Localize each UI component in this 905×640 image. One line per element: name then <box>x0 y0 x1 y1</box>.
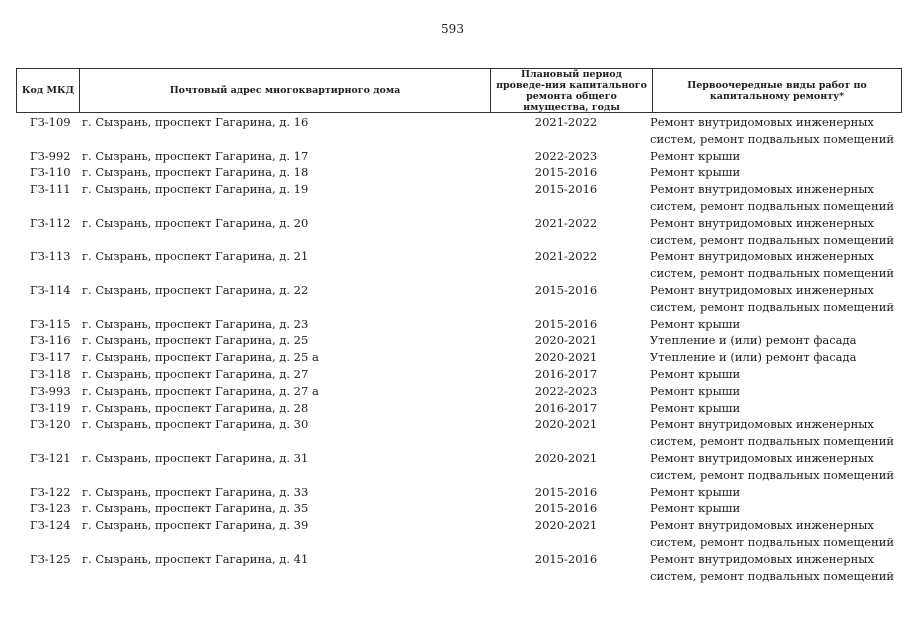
mkd-code: ГЗ-110 <box>30 165 71 180</box>
repair-period: 2022-2023 <box>534 383 598 398</box>
header-period: Плановый период проведе-ния капитального ремонта общего имущества, годы <box>491 69 653 112</box>
table-row <box>16 500 902 517</box>
mkd-code: ГЗ-116 <box>30 333 71 348</box>
repair-works: Ремонт внутридомовых инженерных систем, ремонт подвальных помещений <box>650 551 895 583</box>
mkd-code: ГЗ-117 <box>30 350 71 365</box>
repair-period: 2020-2021 <box>534 417 598 432</box>
mkd-code: ГЗ-125 <box>30 551 71 566</box>
table-row <box>16 181 902 215</box>
repair-works: Ремонт внутридомовых инженерных систем, ремонт подвальных помещений <box>650 215 895 247</box>
postal-address: г. Сызрань, проспект Гагарина, д. 27 <box>82 366 309 381</box>
postal-address: г. Сызрань, проспект Гагарина, д. 41 <box>82 551 309 566</box>
repair-works: Ремонт крыши <box>650 148 741 163</box>
postal-address: г. Сызрань, проспект Гагарина, д. 16 <box>82 115 309 129</box>
repair-works: Утепление и (или) ремонт фасада <box>650 350 857 365</box>
table-row <box>16 332 902 349</box>
mkd-code: ГЗ-123 <box>30 501 71 516</box>
postal-address: г. Сызрань, проспект Гагарина, д. 28 <box>82 400 309 415</box>
table-row <box>16 349 902 366</box>
table-row <box>16 450 902 484</box>
mkd-code: ГЗ-112 <box>30 215 71 230</box>
repair-period: 2021-2022 <box>534 215 598 230</box>
page-number: 593 <box>441 22 464 36</box>
postal-address: г. Сызрань, проспект Гагарина, д. 27 а <box>82 383 319 398</box>
table-row <box>16 148 902 165</box>
repair-works: Ремонт внутридомовых инженерных систем, ремонт подвальных помещений <box>650 115 895 146</box>
repair-works: Ремонт крыши <box>650 484 741 499</box>
repair-period: 2015-2016 <box>534 316 598 331</box>
repair-works: Ремонт крыши <box>650 316 741 331</box>
repair-period: 2015-2016 <box>534 484 598 499</box>
repair-period: 2015-2016 <box>534 182 598 197</box>
table-row <box>16 366 902 383</box>
repair-works: Ремонт крыши <box>650 366 741 381</box>
header-code: Код МКД <box>16 69 80 112</box>
postal-address: г. Сызрань, проспект Гагарина, д. 25 а <box>82 350 319 365</box>
repair-period: 2022-2023 <box>534 148 598 163</box>
table-row <box>16 164 902 181</box>
postal-address: г. Сызрань, проспект Гагарина, д. 22 <box>82 282 309 297</box>
postal-address: г. Сызрань, проспект Гагарина, д. 30 <box>82 417 309 432</box>
table-row <box>16 316 902 333</box>
repair-period: 2020-2021 <box>534 350 598 365</box>
repair-period: 2021-2022 <box>534 115 598 129</box>
repair-works: Ремонт крыши <box>650 400 741 415</box>
table-row <box>16 400 902 417</box>
mkd-code: ГЗ-121 <box>30 450 71 465</box>
postal-address: г. Сызрань, проспект Гагарина, д. 23 <box>82 316 309 331</box>
table-body <box>16 114 902 584</box>
repair-period: 2021-2022 <box>534 249 598 264</box>
mkd-code: ГЗ-115 <box>30 316 71 331</box>
mkd-code: ГЗ-993 <box>30 383 71 398</box>
repair-works: Утепление и (или) ремонт фасада <box>650 333 857 348</box>
table-row <box>16 114 902 148</box>
repair-works: Ремонт внутридомовых инженерных систем, ремонт подвальных помещений <box>650 450 895 482</box>
mkd-code: ГЗ-992 <box>30 148 71 163</box>
table-row <box>16 517 902 551</box>
postal-address: г. Сызрань, проспект Гагарина, д. 39 <box>82 518 309 533</box>
postal-address: г. Сызрань, проспект Гагарина, д. 25 <box>82 333 309 348</box>
repair-period: 2015-2016 <box>534 165 598 180</box>
repair-period: 2015-2016 <box>534 551 598 566</box>
mkd-code: ГЗ-109 <box>30 115 71 129</box>
table-row <box>16 484 902 501</box>
postal-address: г. Сызрань, проспект Гагарина, д. 33 <box>82 484 309 499</box>
mkd-code: ГЗ-119 <box>30 400 71 415</box>
mkd-code: ГЗ-124 <box>30 518 71 533</box>
repair-works: Ремонт внутридомовых инженерных систем, ремонт подвальных помещений <box>650 282 895 314</box>
table-header <box>16 68 902 113</box>
mkd-code: ГЗ-113 <box>30 249 71 264</box>
table-row <box>16 248 902 282</box>
table-row <box>16 282 902 316</box>
repair-works: Ремонт внутридомовых инженерных систем, ремонт подвальных помещений <box>650 182 895 213</box>
postal-address: г. Сызрань, проспект Гагарина, д. 20 <box>82 215 309 230</box>
repair-period: 2020-2021 <box>534 450 598 465</box>
postal-address: г. Сызрань, проспект Гагарина, д. 17 <box>82 148 309 163</box>
postal-address: г. Сызрань, проспект Гагарина, д. 18 <box>82 165 309 180</box>
repair-period: 2016-2017 <box>534 366 598 381</box>
mkd-code: ГЗ-114 <box>30 282 71 297</box>
mkd-code: ГЗ-118 <box>30 366 71 381</box>
table-row <box>16 416 902 450</box>
mkd-code: ГЗ-120 <box>30 417 71 432</box>
postal-address: г. Сызрань, проспект Гагарина, д. 31 <box>82 450 309 465</box>
repair-works: Ремонт крыши <box>650 165 741 180</box>
header-works: Первоочередные виды работ по капитальному ремонту* <box>653 69 902 112</box>
mkd-code: ГЗ-122 <box>30 484 71 499</box>
postal-address: г. Сызрань, проспект Гагарина, д. 35 <box>82 501 309 516</box>
repair-period: 2020-2021 <box>534 518 598 533</box>
repair-period: 2015-2016 <box>534 501 598 516</box>
postal-address: г. Сызрань, проспект Гагарина, д. 21 <box>82 249 309 264</box>
table-row <box>16 551 902 585</box>
table-row <box>16 383 902 400</box>
repair-works: Ремонт крыши <box>650 501 741 516</box>
repair-works: Ремонт внутридомовых инженерных систем, ремонт подвальных помещений <box>650 518 895 549</box>
repair-works: Ремонт крыши <box>650 383 741 398</box>
table-row <box>16 215 902 249</box>
header-address: Почтовый адрес многоквартирного дома <box>80 69 491 112</box>
postal-address: г. Сызрань, проспект Гагарина, д. 19 <box>82 182 309 197</box>
repair-works: Ремонт внутридомовых инженерных систем, ремонт подвальных помещений <box>650 417 895 449</box>
repair-period: 2016-2017 <box>534 400 598 415</box>
mkd-code: ГЗ-111 <box>30 182 71 197</box>
repair-period: 2015-2016 <box>534 282 598 297</box>
repair-period: 2020-2021 <box>534 333 598 348</box>
repair-works: Ремонт внутридомовых инженерных систем, ремонт подвальных помещений <box>650 249 895 281</box>
